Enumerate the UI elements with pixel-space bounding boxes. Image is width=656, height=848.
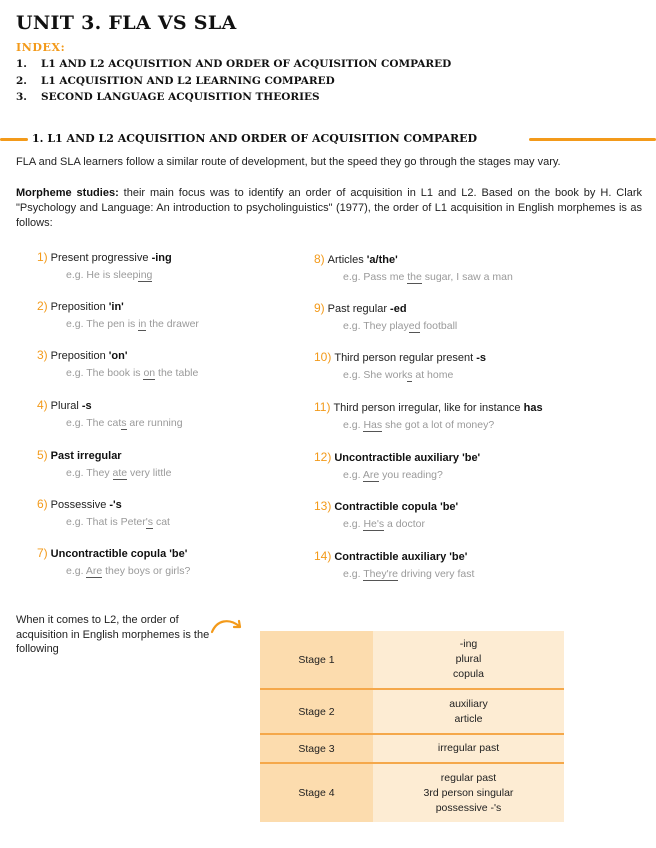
example-underlined: Has	[363, 419, 383, 431]
example-text: cat	[153, 516, 170, 528]
example-underlined: 's	[145, 516, 154, 528]
example-text: e.g. She work	[343, 369, 408, 381]
stage-items	[373, 690, 564, 733]
morpheme-example	[66, 318, 199, 331]
example-text: driving very fast	[397, 568, 475, 580]
example-underlined: s	[121, 417, 127, 429]
index-item-number: 2.	[16, 74, 27, 87]
morpheme-label: Preposition	[50, 350, 109, 362]
example-text: e.g. They play	[343, 320, 409, 332]
stage-items	[373, 631, 564, 688]
morpheme-item	[314, 499, 458, 531]
morpheme-item	[314, 350, 486, 382]
example-text: a doctor	[384, 518, 425, 530]
example-underlined: He's	[363, 518, 385, 530]
morpheme-label: Possessive	[50, 499, 110, 511]
morpheme-label-bold: 'on'	[108, 350, 128, 362]
morpheme-item	[314, 252, 513, 284]
stage-row	[260, 690, 564, 733]
morpheme-label-bold: has	[523, 402, 543, 414]
morpheme-item	[314, 301, 457, 333]
stage-item: irregular past	[437, 742, 500, 754]
stage-item: 3rd person singular	[423, 786, 514, 799]
morpheme-example	[343, 518, 458, 531]
example-text: football	[420, 320, 458, 332]
morpheme-example	[66, 417, 183, 430]
morpheme-number: 6)	[37, 497, 48, 511]
example-text: e.g.	[66, 565, 86, 577]
morpheme-studies-paragraph	[16, 186, 642, 231]
stage-item: auxiliary	[449, 697, 488, 710]
morpheme-number: 9)	[314, 301, 325, 315]
morpheme-item	[37, 250, 172, 282]
morpheme-item	[37, 448, 171, 480]
morpheme-label: Plural	[50, 400, 82, 412]
stage-item: regular past	[440, 771, 497, 784]
morpheme-label: Third person irregular, like for instance	[333, 402, 524, 414]
morpheme-studies-label: Morpheme studies:	[16, 187, 119, 199]
morpheme-example	[66, 565, 190, 578]
morpheme-label-bold: -s	[476, 352, 486, 364]
unit-title: UNIT 3. FLA VS SLA	[16, 12, 237, 34]
morpheme-item	[314, 549, 474, 581]
morpheme-label-bold: 'in'	[108, 301, 124, 313]
index-item-number: 1.	[16, 58, 27, 70]
example-text: e.g. The book is	[66, 367, 144, 379]
morpheme-example	[66, 467, 171, 480]
morpheme-example	[343, 469, 480, 482]
morpheme-example	[343, 369, 486, 382]
morpheme-number: 7)	[37, 546, 48, 560]
morpheme-label-bold: -ing	[151, 252, 172, 264]
morpheme-item	[37, 497, 170, 529]
example-underlined: on	[143, 367, 156, 379]
example-text: e.g.	[343, 469, 363, 481]
morpheme-number: 14)	[314, 549, 332, 563]
morpheme-label-bold: 'a/the'	[366, 254, 398, 266]
stage-label: Stage 4	[260, 764, 373, 822]
morpheme-number: 12)	[314, 450, 332, 464]
morpheme-label: Preposition	[50, 301, 109, 313]
section-rule-left	[0, 138, 28, 141]
stage-row	[260, 764, 564, 822]
stage-label: Stage 1	[260, 631, 373, 688]
l2-stage-table	[260, 631, 564, 822]
intro-paragraph: FLA and SLA learners follow a similar route of development, but the speed they go through the stages may vary.	[16, 156, 561, 168]
l2-intro-text: When it comes to L2, the order of acquisition in English morphemes is the following	[16, 614, 210, 655]
morpheme-label-bold: Past irregular	[50, 450, 122, 462]
example-underlined: in	[138, 318, 147, 330]
example-text: she got a lot of money?	[382, 419, 495, 431]
morpheme-example	[343, 320, 457, 333]
example-underlined: ed	[408, 320, 421, 332]
morpheme-example	[66, 367, 198, 380]
example-underlined: Are	[85, 565, 103, 577]
morpheme-example	[343, 419, 543, 432]
morpheme-number: 5)	[37, 448, 48, 462]
index-item	[16, 56, 451, 73]
index-list	[16, 56, 451, 106]
example-text: the drawer	[146, 318, 199, 330]
stage-row	[260, 631, 564, 688]
morpheme-number: 3)	[37, 348, 48, 362]
example-text: very little	[127, 467, 172, 479]
example-text: e.g. That is Peter	[66, 516, 146, 528]
morpheme-label-bold: -s	[81, 400, 92, 412]
morpheme-label: Articles	[327, 254, 367, 266]
example-text: the table	[155, 367, 199, 379]
morpheme-number: 11)	[314, 400, 331, 414]
morpheme-item	[314, 400, 543, 432]
morpheme-example	[343, 568, 474, 581]
stage-item: -ing	[459, 638, 478, 650]
example-text: they boys or girls?	[102, 565, 191, 577]
morpheme-number: 2)	[37, 299, 48, 313]
morpheme-label-bold: Uncontractible copula 'be'	[50, 548, 188, 560]
example-text: sugar, I saw a man	[421, 271, 513, 283]
morpheme-number: 1)	[37, 250, 48, 264]
example-text: e.g.	[343, 518, 364, 530]
stage-label: Stage 3	[260, 735, 373, 762]
example-text: e.g. He is sleep	[66, 269, 139, 281]
morpheme-item	[37, 398, 183, 430]
example-underlined: ing	[138, 269, 153, 281]
stage-label: Stage 2	[260, 690, 373, 733]
morpheme-label: Past regular	[327, 303, 391, 315]
morpheme-label: Present progressive	[50, 252, 152, 264]
stage-row	[260, 735, 564, 762]
stage-item: possessive -'s	[435, 801, 502, 814]
index-item-text: L1 ACQUISITION AND L2 LEARNING COMPARED	[41, 74, 335, 87]
example-text: e.g.	[343, 419, 364, 431]
example-text: you reading?	[379, 469, 443, 481]
morpheme-item	[314, 450, 480, 482]
morpheme-label-bold: Contractible auxiliary 'be'	[334, 551, 468, 563]
morpheme-item	[37, 348, 198, 380]
index-item-number: 3.	[16, 91, 27, 103]
example-underlined: the	[407, 271, 422, 283]
morpheme-item	[37, 299, 199, 331]
morpheme-studies-text: their main focus was to identify an order of acquisition in L1 and L2. Based on the book by H. Clark "Psychology and Language: An introduction to psycholinguistics" (1977), the order of L1 acquisition in English morphemes is as follows:	[16, 187, 642, 229]
morpheme-label-bold: -ed	[390, 303, 407, 315]
stage-items	[373, 735, 564, 762]
example-text: e.g. Pass me	[343, 271, 408, 283]
example-text: e.g. The cat	[66, 417, 122, 429]
index-item-text: SECOND LANGUAGE ACQUISITION THEORIES	[41, 91, 320, 103]
morpheme-number: 4)	[37, 398, 48, 412]
stage-item: copula	[453, 668, 484, 680]
curved-arrow-icon	[209, 616, 247, 638]
morpheme-example	[343, 271, 513, 284]
stage-items	[373, 764, 564, 822]
example-text: at home	[412, 369, 454, 381]
example-text: e.g. They	[66, 467, 113, 479]
morpheme-label: Third person regular present	[334, 352, 477, 364]
example-text: are running	[126, 417, 183, 429]
stage-item: article	[454, 712, 483, 725]
stage-item: plural	[455, 653, 482, 665]
index-item-text: L1 AND L2 ACQUISITION AND ORDER OF ACQUISITION COMPARED	[41, 58, 452, 70]
example-text: e.g.	[343, 568, 364, 580]
morpheme-number: 8)	[314, 252, 325, 266]
index-label: INDEX:	[16, 41, 66, 54]
morpheme-number: 13)	[314, 499, 332, 513]
morpheme-example	[66, 516, 170, 529]
morpheme-example	[66, 269, 172, 282]
morpheme-label-bold: -'s	[109, 499, 122, 511]
example-underlined: They're	[363, 568, 398, 580]
morpheme-item	[37, 546, 190, 578]
morpheme-label-bold: Uncontractible auxiliary 'be'	[334, 452, 481, 464]
index-item	[16, 73, 451, 90]
index-item	[16, 89, 451, 106]
section-rule-right	[529, 138, 656, 141]
example-underlined: Are	[362, 469, 380, 481]
example-underlined: ate	[112, 467, 128, 479]
section-heading: 1. L1 AND L2 ACQUISITION AND ORDER OF ACQUISITION COMPARED	[32, 132, 478, 145]
morpheme-label-bold: Contractible copula 'be'	[334, 501, 459, 513]
example-text: e.g. The pen is	[66, 318, 139, 330]
example-underlined: s	[407, 369, 413, 381]
morpheme-number: 10)	[314, 350, 332, 364]
